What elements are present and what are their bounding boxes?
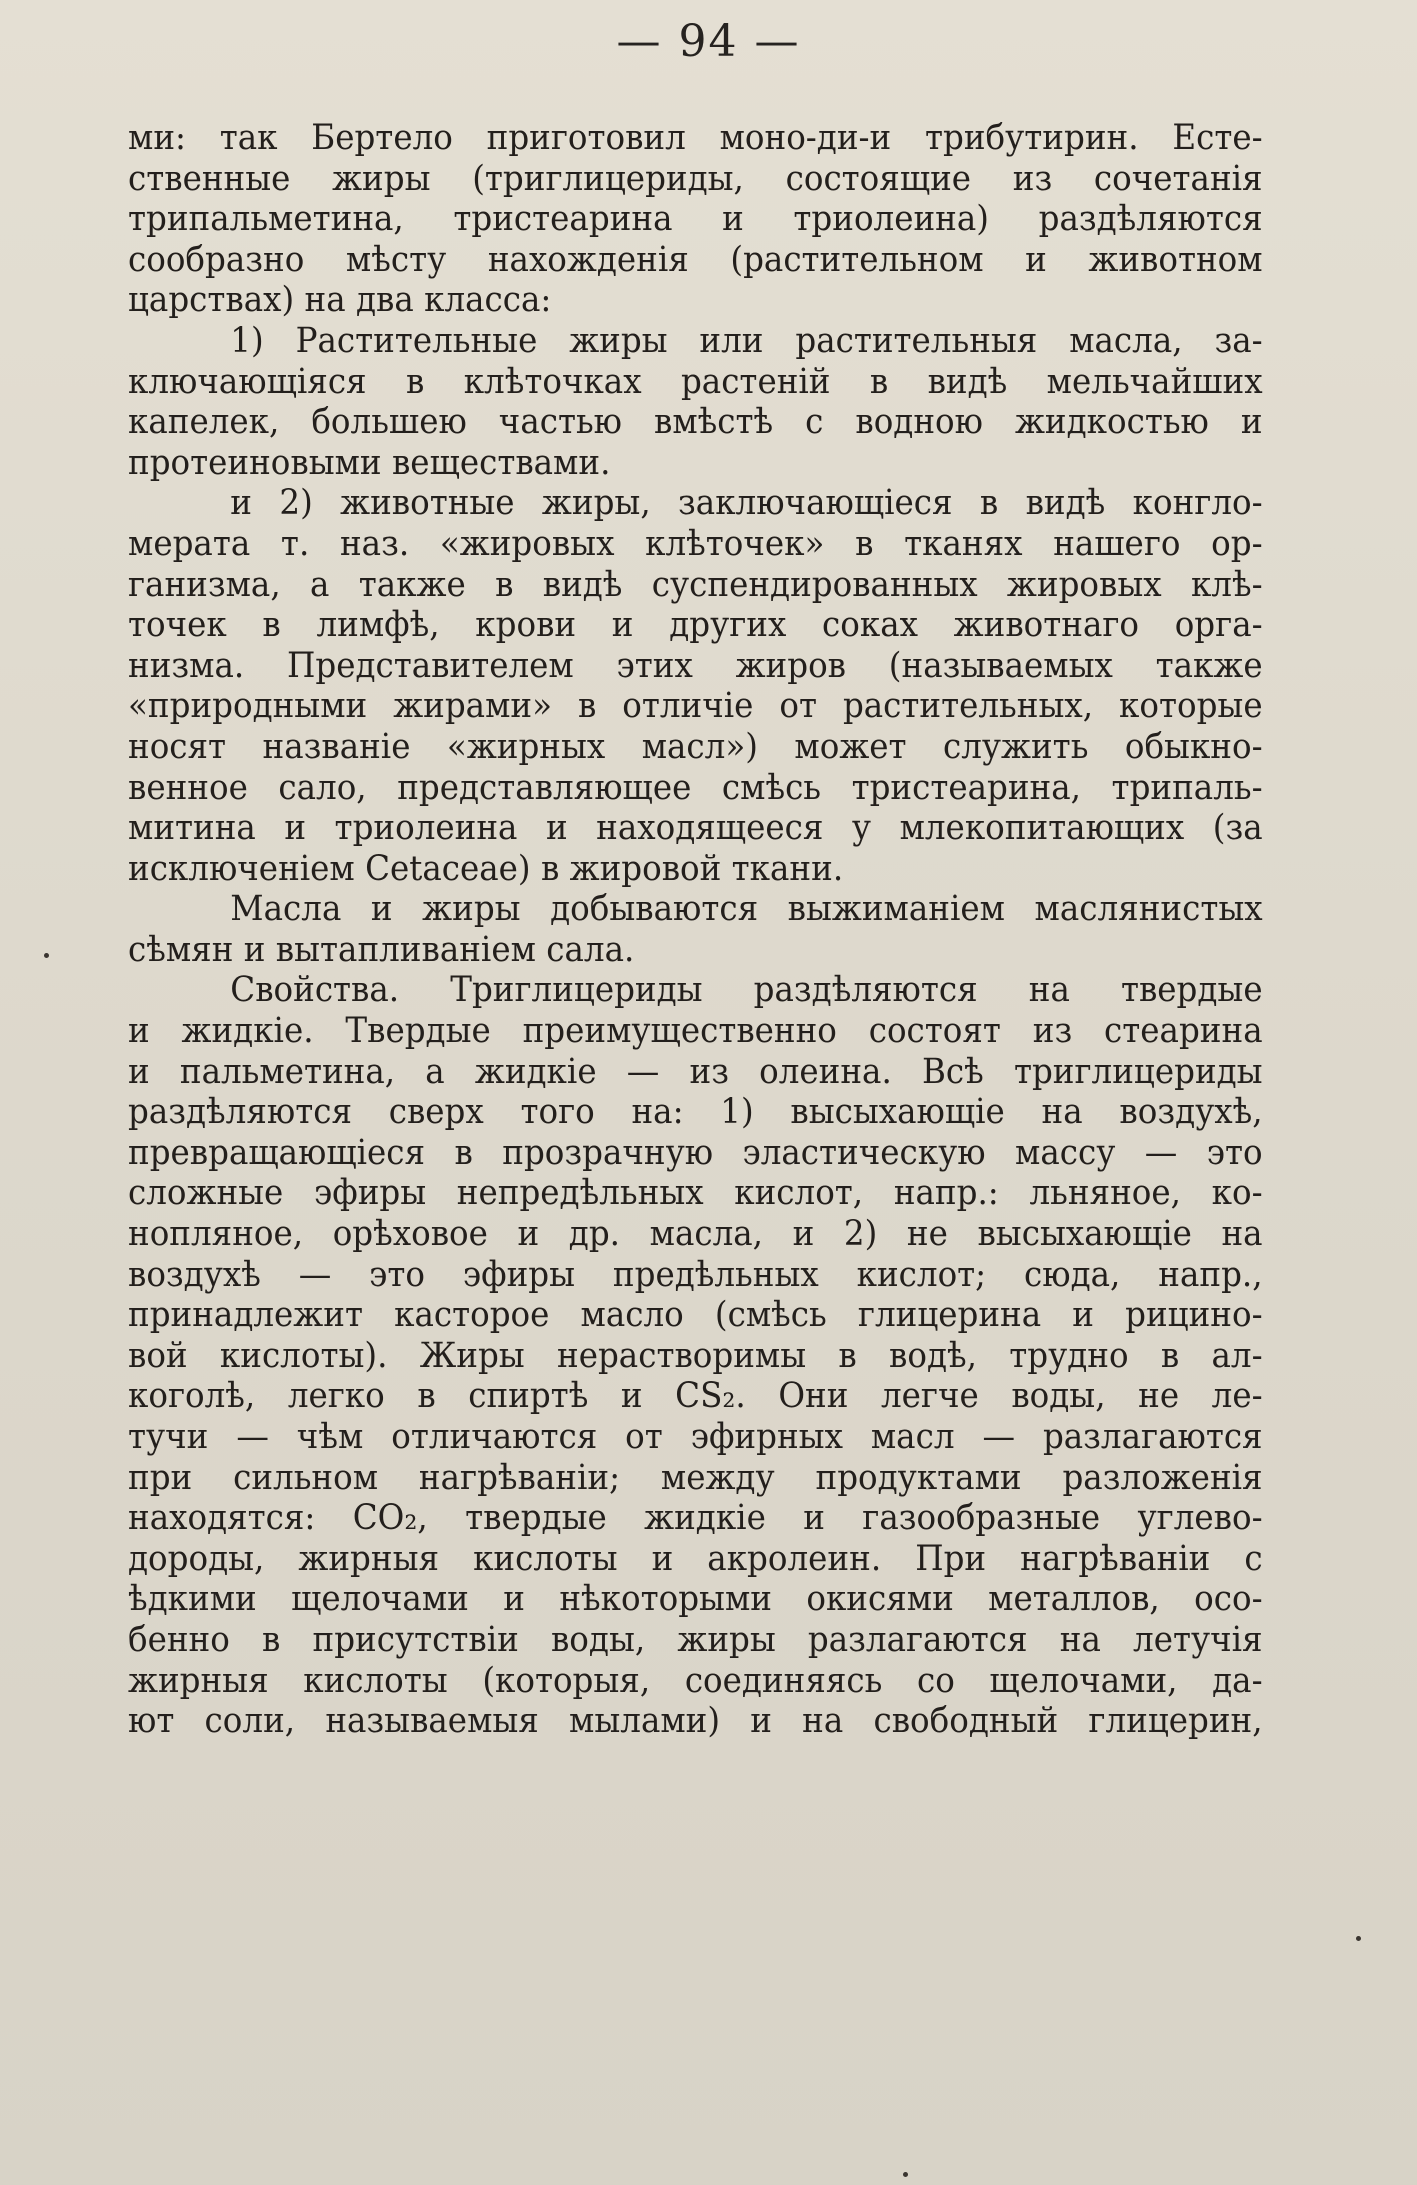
margin-speck — [903, 2172, 908, 2177]
text-line: царствах) на два класса: — [128, 280, 552, 321]
text-line: точек в лимфѣ, крови и других соках животнаго орга- — [128, 605, 1263, 646]
text-line: 1) Растительные жиры или растительныя масла, за- — [230, 320, 1263, 361]
text-line: сѣмян и вытапливаніем сала. — [128, 929, 635, 970]
text-line: раздѣляются сверх того на: 1) высыхающіе на воздухѣ, — [128, 1092, 1263, 1133]
text-line: ганизма, а также в видѣ суспендированных жировых клѣ- — [128, 564, 1263, 605]
text-line: низма. Представителем этих жиров (называемых также — [128, 645, 1263, 686]
page-number: — 94 — — [616, 16, 801, 67]
margin-speck — [1356, 1936, 1361, 1941]
text-line: превращающіеся в прозрачную эластическую массу — это — [128, 1132, 1263, 1173]
text-line: Свойства. Триглицериды раздѣляются на твердые — [230, 970, 1263, 1011]
text-line: ственные жиры (триглицериды, состоящие из сочетанія — [128, 158, 1263, 199]
text-line: трипальметина, тристеарина и триолеина) раздѣляются — [128, 199, 1263, 240]
text-line: сложные эфиры непредѣльных кислот, напр.: льняное, ко- — [128, 1173, 1263, 1214]
text-line: при сильном нагрѣваніи; между продуктами разложенія — [128, 1457, 1263, 1498]
text-line: капелек, большею частью вмѣстѣ с водною жидкостью и — [128, 402, 1263, 443]
text-line: и жидкіе. Твердые преимущественно состоят из стеарина — [128, 1011, 1263, 1052]
text-line: ключающіяся в клѣточках растеній в видѣ мельчайших — [128, 361, 1263, 402]
text-line: коголѣ, легко в спиртѣ и CS₂. Они легче воды, не ле- — [128, 1376, 1263, 1417]
text-line: Масла и жиры добываются выжиманіем маслянистых — [230, 889, 1263, 930]
text-line: носят названіе «жирных масл») может служить обыкно- — [128, 726, 1263, 767]
text-line: исключеніем Cetaceae) в жировой ткани. — [128, 848, 844, 889]
text-line: бенно в присутствіи воды, жиры разлагаются на летучія — [128, 1619, 1263, 1660]
text-line: митина и триолеина и находящееся у млекопитающих (за — [128, 808, 1263, 849]
text-line: тучи — чѣм отличаются от эфирных масл — разлагаются — [128, 1417, 1263, 1457]
text-line: мерата т. наз. «жировых клѣточек» в тканях нашего ор- — [128, 523, 1263, 564]
text-line: венное сало, представляющее смѣсь тристеарина, трипаль- — [128, 767, 1263, 808]
text-line: дороды, жирныя кислоты и акролеин. При нагрѣваніи с — [128, 1538, 1263, 1579]
text-line: воздухѣ — это эфиры предѣльных кислот; сюда, напр., — [128, 1254, 1263, 1295]
text-line: принадлежит касторое масло (смѣсь глицерина и рицино- — [128, 1295, 1263, 1336]
body-text — [128, 118, 1263, 1742]
text-line: ми: так Бертело приготовил моно-ди-и трибутирин. Есте- — [128, 118, 1263, 158]
text-line: вой кислоты). Жиры нерастворимы в водѣ, трудно в ал- — [128, 1335, 1263, 1376]
text-line: нопляное, орѣховое и др. масла, и 2) не высыхающіе на — [128, 1214, 1263, 1255]
text-line: и пальметина, а жидкіе — из олеина. Всѣ триглицериды — [128, 1051, 1263, 1092]
text-line: находятся: CO₂, твердые жидкіе и газообразные углево- — [128, 1498, 1263, 1539]
text-line: жирныя кислоты (которыя, соединяясь со щелочами, да- — [128, 1660, 1263, 1701]
text-line: протеиновыми веществами. — [128, 442, 611, 483]
text-line: ѣдкими щелочами и нѣкоторыми окисями металлов, осо- — [128, 1579, 1263, 1620]
text-line: и 2) животные жиры, заключающіеся в видѣ конгло- — [230, 483, 1263, 524]
text-line: «природными жирами» в отличіе от растительных, которые — [128, 686, 1263, 727]
margin-speck — [44, 953, 49, 958]
text-line: сообразно мѣсту нахожденія (растительном и животном — [128, 239, 1263, 280]
text-line: ют соли, называемыя мылами) и на свободный глицерин, — [128, 1701, 1263, 1742]
